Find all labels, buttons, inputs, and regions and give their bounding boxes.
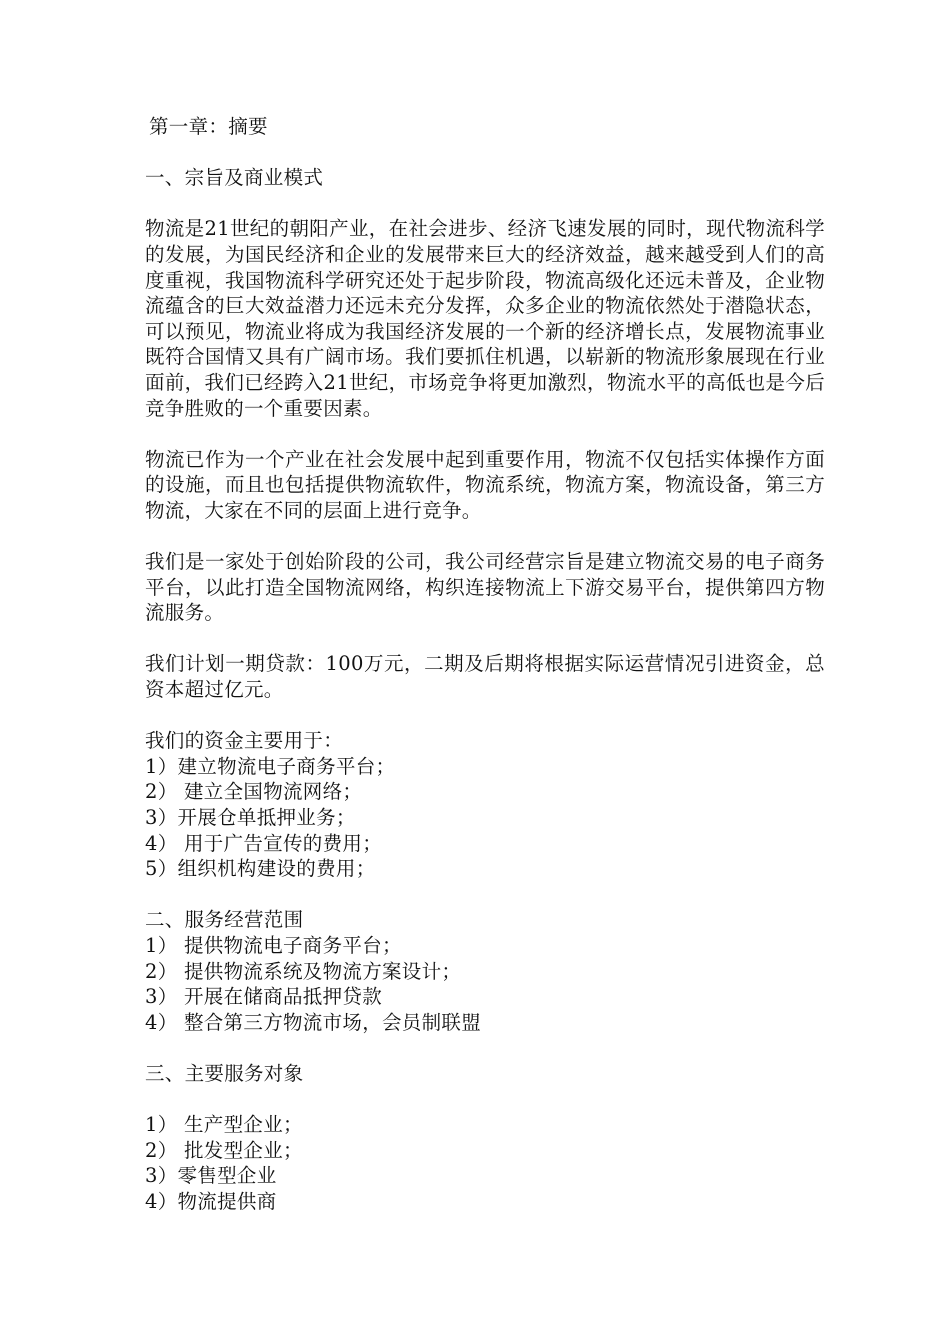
- spacer: [145, 421, 825, 447]
- chapter-title: 第一章：摘要: [149, 115, 268, 138]
- spacer: [145, 1087, 825, 1113]
- list-item: 2） 提供物流系统及物流方案设计；: [145, 959, 462, 983]
- list-item: 1）建立物流电子商务平台；: [145, 754, 396, 778]
- list-item: 3） 开展在储商品抵押贷款: [145, 985, 383, 1009]
- section-heading-clients: 三、主要服务对象: [145, 1061, 304, 1085]
- list-item: 5）组织机构建设的费用；: [145, 857, 376, 881]
- service-clients-list: [145, 1112, 825, 1214]
- paragraph-funding-plan: 我们计划一期贷款：100万元，二期及后期将根据实际运营情况引进资金，总资本超过亿元。: [145, 652, 825, 702]
- funds-usage-list: [145, 754, 825, 882]
- document-page: [145, 114, 825, 1215]
- list-item: 1） 生产型企业；: [145, 1113, 303, 1137]
- spacer: [145, 1035, 825, 1061]
- spacer: [145, 524, 825, 550]
- list-item: 4）物流提供商: [145, 1189, 277, 1213]
- list-item: 4） 整合第三方物流市场，会员制联盟: [145, 1010, 482, 1034]
- list-item: 4） 用于广告宣传的费用；: [145, 831, 383, 855]
- list-item: 3）零售型企业: [145, 1164, 277, 1188]
- paragraph-industry-overview: 物流是21世纪的朝阳产业，在社会进步、经济飞速发展的同时，现代物流科学的发展，为国民经济和企业的发展带来巨大的经济效益，越来越受到人们的高度重视，我国物流科学研究还处于起步阶段，物流高级化还远未普及，企业物流蕴含的巨大效益潜力还远未充分发挥，众多企业的物流依然处于潜隐状态，可以预见，物流业将成为我国经济发展的一个新的经济增长点，发展物流事业既符合国情又具有广阔市场。我们要抓住机遇，以崭新的物流形象展现在行业面前，我们已经跨入21世纪，市场竞争将更加激烈，物流水平的高低也是今后竞争胜败的一个重要因素。: [145, 217, 825, 420]
- list-item: 3）开展仓单抵押业务；: [145, 806, 356, 830]
- spacer: [145, 882, 825, 908]
- spacer: [145, 626, 825, 652]
- spacer: [145, 703, 825, 729]
- service-scope-list: [145, 933, 825, 1035]
- list-item: 2） 建立全国物流网络；: [145, 780, 363, 804]
- paragraph-industry-role: 物流已作为一个产业在社会发展中起到重要作用，物流不仅包括实体操作方面的设施，而且也包括提供物流软件，物流系统，物流方案，物流设备，第三方物流，大家在不同的层面上进行竞争。: [145, 447, 825, 522]
- section-heading-scope: 二、服务经营范围: [145, 908, 304, 932]
- section-heading-mission: 一、宗旨及商业模式: [145, 166, 324, 190]
- paragraph-company-mission: 我们是一家处于创始阶段的公司，我公司经营宗旨是建立物流交易的电子商务平台，以此打造全国物流网络，构织连接物流上下游交易平台，提供第四方物流服务。: [145, 550, 825, 625]
- spacer: [145, 191, 825, 217]
- funds-intro: 我们的资金主要用于：: [145, 729, 344, 753]
- list-item: 1） 提供物流电子商务平台；: [145, 934, 402, 957]
- list-item: 2） 批发型企业；: [145, 1138, 303, 1162]
